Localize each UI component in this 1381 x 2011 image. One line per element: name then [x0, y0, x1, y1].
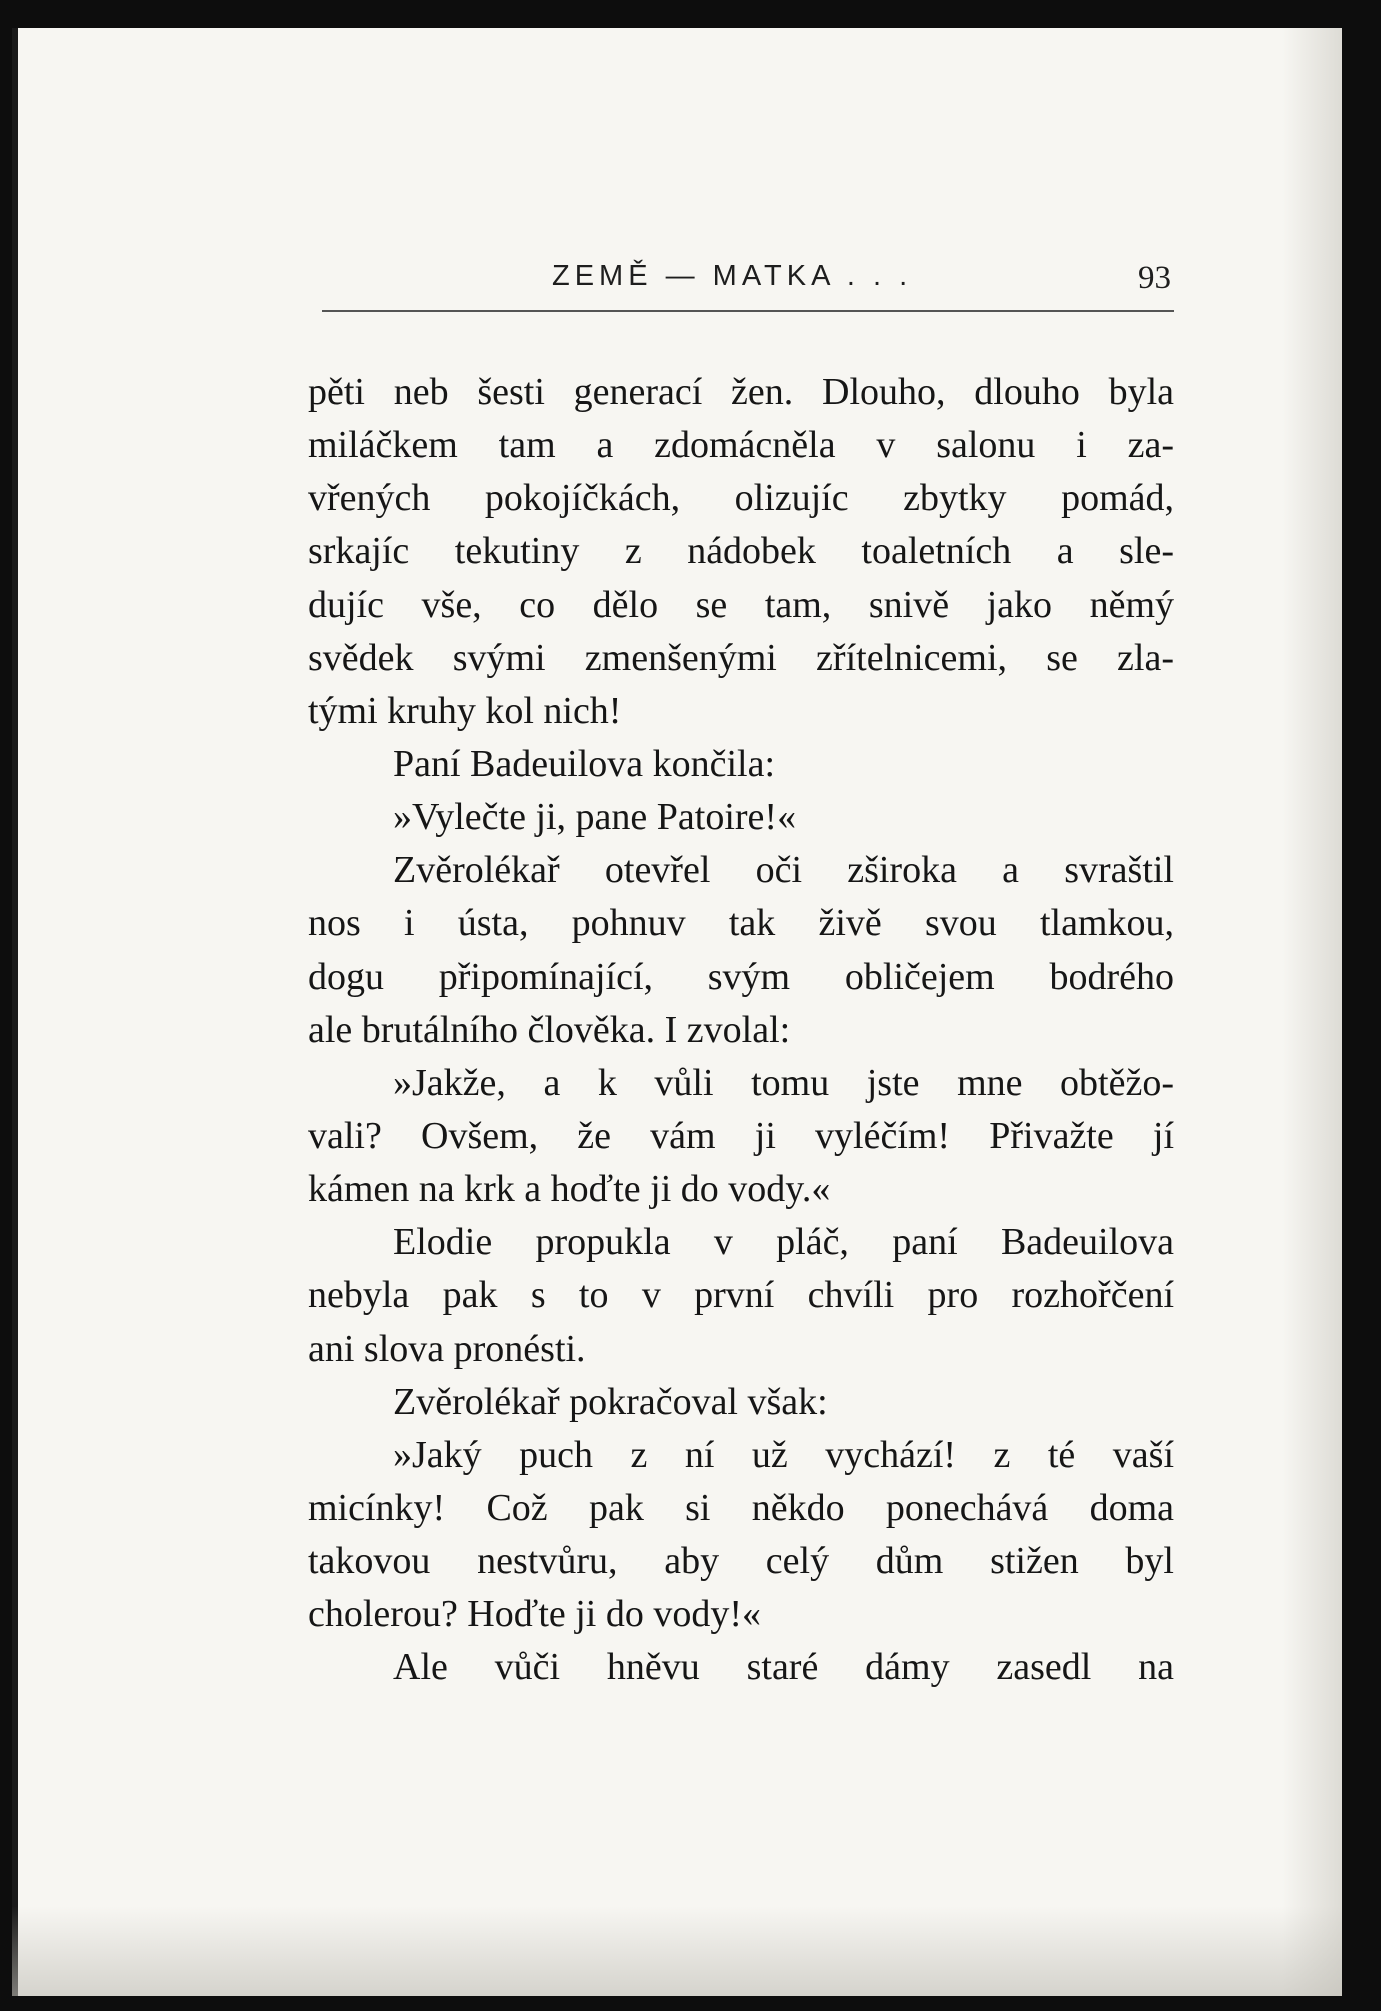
- text-line: ani slova pronésti.: [308, 1327, 586, 1370]
- text-line: nos i ústa, pohnuv tak živě svou tlamkou,: [308, 902, 1174, 945]
- text-line: srkajíc tekutiny z nádobek toaletních a sle-: [308, 530, 1174, 573]
- page-number: 93: [1138, 260, 1171, 296]
- page-edge: [12, 28, 18, 1996]
- text-line: pěti neb šesti generací žen. Dlouho, dlouho byla: [308, 371, 1174, 413]
- text-line: Zvěrolékař otevřel oči zširoka a svraštil: [393, 849, 1174, 892]
- page-shadow-right: [1282, 28, 1342, 1996]
- book-page: [12, 28, 1342, 1996]
- text-line: nebyla pak s to v první chvíli pro rozhořčení: [308, 1274, 1174, 1317]
- text-line: vřených pokojíčkách, olizujíc zbytky pomád,: [308, 477, 1174, 520]
- text-line: Paní Badeuilova končila:: [393, 742, 776, 785]
- text-line: svědek svými zmenšenými zřítelnicemi, se zla-: [308, 636, 1174, 679]
- text-line: tými kruhy kol nich!: [308, 689, 622, 732]
- text-line: »Jakže, a k vůli tomu jste mne obtěžo-: [393, 1061, 1174, 1104]
- text-line: Elodie propukla v pláč, paní Badeuilova: [393, 1221, 1174, 1264]
- text-line: Zvěrolékař pokračoval však:: [393, 1380, 828, 1423]
- text-line: dogu připomínající, svým obličejem bodrého: [308, 955, 1174, 998]
- text-line: ale brutálního člověka. I zvolal:: [308, 1008, 791, 1051]
- text-line: kámen na krk a hoďte ji do vody.«: [308, 1168, 831, 1211]
- text-line: dujíc vše, co dělo se tam, snivě jako němý: [308, 583, 1174, 626]
- text-line: takovou nestvůru, aby celý dům stižen byl: [308, 1540, 1174, 1583]
- text-line: micínky! Což pak si někdo ponechává doma: [308, 1486, 1174, 1529]
- text-line: »Vylečte ji, pane Patoire!«: [393, 796, 797, 839]
- text-line: miláčkem tam a zdomácněla v salonu i za-: [308, 424, 1174, 467]
- text-line: Ale vůči hněvu staré dámy zasedl na: [393, 1646, 1174, 1689]
- body-text: [308, 366, 1174, 1695]
- running-head: [312, 260, 1182, 310]
- running-title: ZEMĚ — MATKA . . .: [552, 260, 913, 292]
- header-rule: [322, 310, 1174, 312]
- page-shadow-bottom: [12, 1906, 1342, 1996]
- text-line: cholerou? Hoďte ji do vody!«: [308, 1593, 762, 1636]
- text-line: »Jaký puch z ní už vychází! z té vaší: [393, 1433, 1174, 1476]
- text-line: vali? Ovšem, že vám ji vyléčím! Přivažte jí: [308, 1114, 1174, 1157]
